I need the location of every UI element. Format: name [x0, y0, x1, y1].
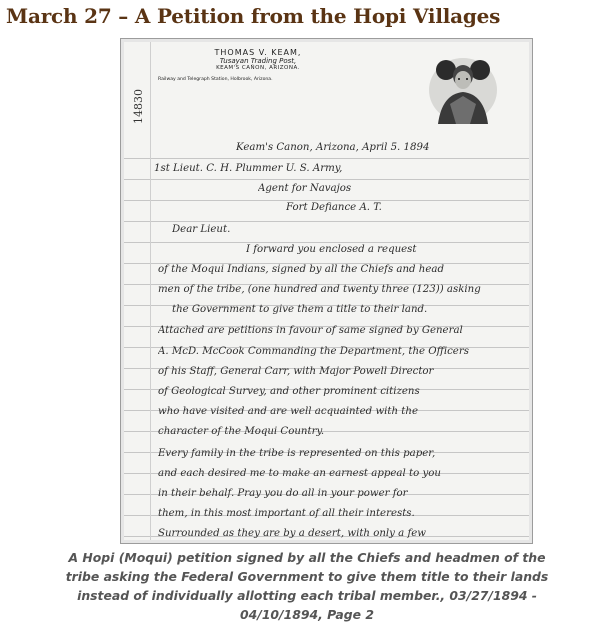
image-caption: A Hopi (Moqui) petition signed by all the Chiefs and headmen of the tribe asking the Federal Government to give them title to their lands instead of individually allotting each tribal member., 03/27/1894 - 04/10/1894, Page 2 — [65, 550, 549, 622]
letterhead — [158, 48, 358, 82]
margin-rule — [150, 42, 151, 540]
archive-stamp-number: 14830 — [132, 89, 145, 124]
petition-document-image — [120, 38, 533, 544]
letter-paper — [124, 42, 529, 540]
letter-line: and each desired me to make an earnest appeal to you — [158, 468, 441, 479]
letter-line: I forward you enclosed a request — [246, 244, 417, 255]
letter-line: of Geological Survey, and other prominent citizens — [158, 386, 420, 397]
letter-line: 1st Lieut. C. H. Plummer U. S. Army, — [154, 163, 343, 174]
letter-line: them, in this most important of all their interests. — [158, 508, 415, 519]
letter-line: Surrounded as they are by a desert, with only a few — [158, 528, 426, 539]
page-title: March 27 – A Petition from the Hopi Villages — [6, 4, 501, 28]
letter-line: men of the tribe, (one hundred and twenty three (123)) asking — [158, 284, 481, 295]
letterhead-name: THOMAS V. KEAM, — [214, 48, 302, 57]
letter-line: who have visited and are well acquainted with the — [158, 406, 418, 417]
letter-line: Dear Lieut. — [172, 224, 231, 235]
letter-line: Agent for Navajos — [258, 183, 352, 194]
portrait-engraving — [424, 50, 502, 124]
letter-line: of the Moqui Indians, signed by all the Chiefs and head — [158, 264, 444, 275]
letter-line: the Government to give them a title to their land. — [172, 304, 428, 315]
letterhead-railway: Railway and Telegraph Station, Holbrook, Arizona. — [158, 77, 273, 82]
letter-line: character of the Moqui Country. — [158, 426, 325, 437]
letter-line: Fort Defiance A. T. — [286, 202, 382, 213]
letter-line: Keam's Canon, Arizona, April 5. 1894 — [236, 142, 430, 153]
letter-line: in their behalf. Pray you do all in your power for — [158, 488, 408, 499]
letter-line: A. McD. McCook Commanding the Department, the Officers — [158, 346, 469, 357]
letter-line: of his Staff, General Carr, with Major Powell Director — [158, 366, 434, 377]
letter-line: Every family in the tribe is represented on this paper, — [158, 448, 436, 459]
letterhead-place: KEAM'S CAÑON, ARIZONA. — [216, 65, 300, 71]
letterhead-business: Tusayan Trading Post, — [219, 57, 297, 65]
letter-line: Attached are petitions in favour of same signed by General — [158, 325, 463, 336]
